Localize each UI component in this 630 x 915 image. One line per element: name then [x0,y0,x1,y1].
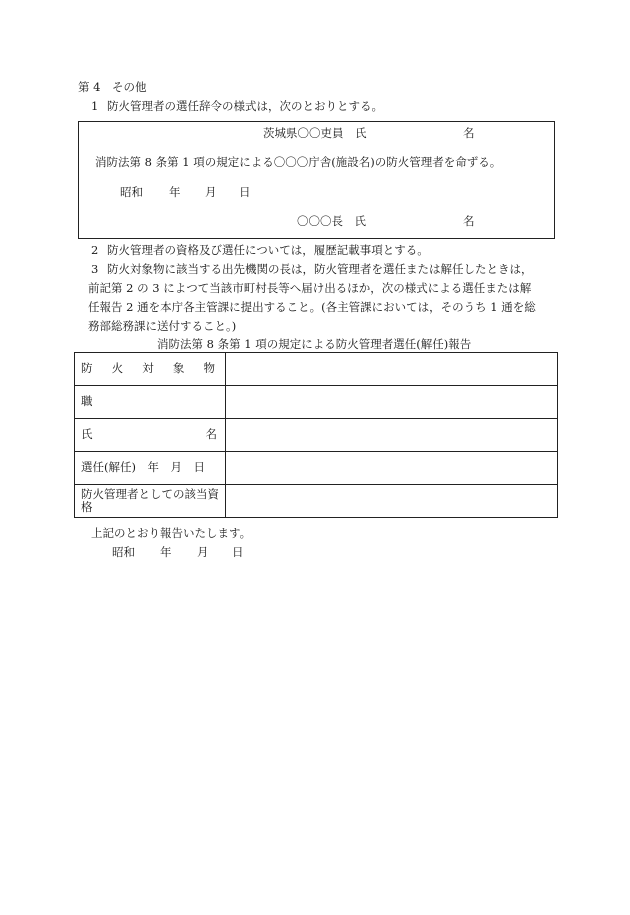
row-value-position[interactable] [226,386,558,419]
item-3-line-4: 務部総務課に送付すること。) [88,319,237,333]
report-date-year: 年 [160,545,172,559]
label-char: 象 [172,361,185,376]
item-3-number: 3 [91,262,99,276]
item-3-line-3: 任報告 2 通を本庁各主管課に提出すること。(各主管課においては，そのうち 1 通を総 [88,300,536,314]
item-1-text: 防火管理者の選任辞令の様式は，次のとおりとする。 [107,99,383,113]
notice-issuer-suffix: 名 [463,214,475,228]
notice-date-day: 日 [239,185,251,199]
label-char: 氏 [81,427,93,442]
row-value-appointment-date[interactable] [226,452,558,485]
section-heading: 第 4 その他 [78,80,147,94]
item-3-line-1: 防火対象物に該当する出先機関の長は，防火管理者を選任または解任したときは， [107,262,533,276]
row-label-appointment-date: 選任(解任) 年 月 日 [75,452,226,485]
row-label-fire-object [75,353,226,386]
label-char: 対 [142,361,154,376]
row-value-fire-object[interactable] [226,353,558,386]
table-row [75,386,558,419]
notice-recipient: 茨城県〇〇吏員 氏 [263,126,367,140]
item-2-number: 2 [91,243,99,257]
notice-issuer: 〇〇〇長 氏 [297,214,366,228]
row-label-position: 職 [75,386,226,419]
label-char: 防 [81,361,93,376]
report-date-month: 月 [197,545,209,559]
table-row [75,485,558,518]
table-row [75,452,558,485]
row-label-name [75,419,226,452]
notice-date-year: 年 [169,185,181,199]
notice-date-month: 月 [205,185,217,199]
report-table [74,352,558,518]
label-char: 名 [205,427,217,442]
appointment-notice-box [78,121,555,239]
item-2-text: 防火管理者の資格及び選任については，履歴記載事項とする。 [107,243,429,257]
report-title: 消防法第 8 条第 1 項の規定による防火管理者選任(解任)報告 [157,337,472,351]
row-value-qualification[interactable] [226,485,558,518]
notice-body: 消防法第 8 条第 1 項の規定による〇〇〇庁舎(施設名)の防火管理者を命ずる。 [95,155,502,169]
report-closing: 上記のとおり報告いたします。 [91,526,252,540]
label-char: 物 [203,361,215,376]
report-date-era: 昭和 [112,545,135,559]
table-row [75,419,558,452]
item-3-line-2: 前記第 2 の 3 によつて当該市町村長等へ届け出るほか，次の様式による選任または解 [88,281,532,295]
row-value-name[interactable] [226,419,558,452]
notice-date-era: 昭和 [120,185,143,199]
label-char: 火 [111,361,124,376]
notice-recipient-suffix: 名 [463,126,475,140]
item-1-number: 1 [91,99,99,113]
row-label-qualification: 防火管理者としての該当資格 [75,485,226,518]
table-row [75,353,558,386]
report-date-day: 日 [232,545,244,559]
